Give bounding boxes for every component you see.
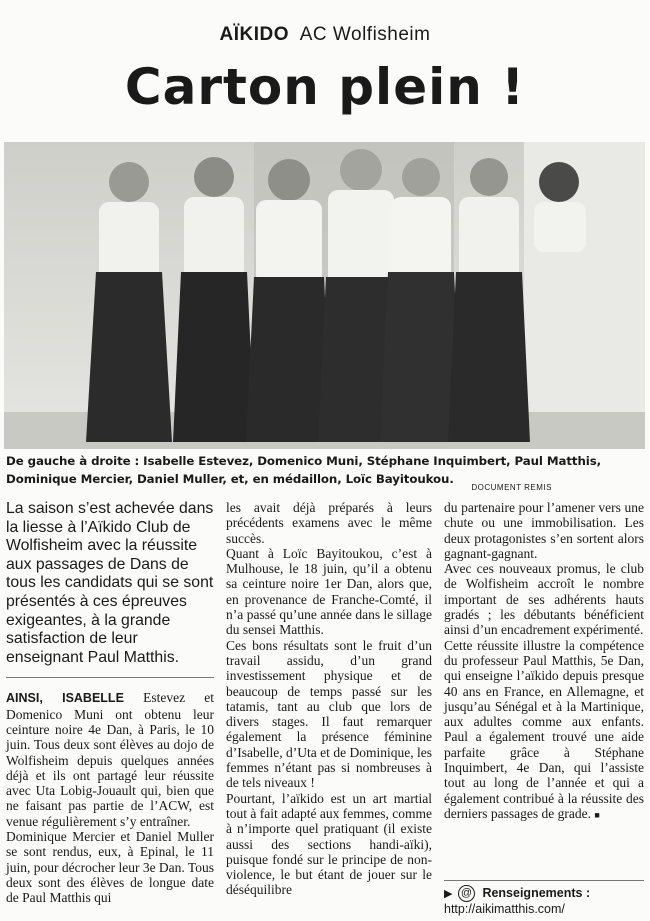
article-paragraph: Quant à Loïc Bayitoukou, c’est à Mulhouse, le 18 juin, qu’il a obtenu sa ceinture noire 1er Dan, alors que, en provenance de Franche-Comté, il n’a passé qu’une année dans le sillage du sensei Matthis. [226,545,432,638]
article-paragraph: du partenaire pour l’amener vers une chute ou une immobilisation. Les deux protagonistes s’en sortent alors gagnant-gagnant. [444,500,644,561]
headline: Carton plein ! [124,58,526,116]
article-paragraph-text: Cette réussite illustre la compétence du professeur Paul Matthis, 5e Dan, qui enseigne l’aïkido depuis presque 40 ans en France, en Allemagne, et jusqu’au Sénégal et à la Martinique, aux adultes comme aux enfants. Paul a également trouvé une aide parfaite grâce à Stéphane Inquimbert, 4e Dan, qui l’assiste tout au long de l’année et qui a également contribué à la réussite des derniers passages de grade. [444,637,644,821]
photo-caption: De gauche à droite : Isabelle Estevez, Domenico Muni, Stéphane Inquimbert, Paul Matthis, Dominique Mercier, Daniel Muller, et, en médaillon, Loïc Bayitoukou. [6,454,602,486]
info-url[interactable]: http://aikimatthis.com/ [444,902,565,916]
article-paragraph-text: Estevez et Domenico Muni ont obtenu leur ceinture noire 4e Dan, à Paris, le 10 juin. Tous deux sont élèves au dojo de Wolfisheim depuis quelques années déjà et ils ont partagé leur réussite avec Uta Lobig-Jouault qui, bien que ne faisant pas partie de l’ACW, est venue régulièrement s’y entraîner. [6,690,214,829]
article-paragraph [444,638,644,824]
info-label: Renseignements : [482,885,591,900]
article-column-3 [444,500,644,823]
group-photo [4,142,645,449]
article-column-2 [226,500,432,898]
section-kicker [0,24,650,46]
info-label-row [444,885,644,902]
at-sign-icon: @ [458,885,475,902]
article-paragraph [6,690,214,829]
article-paragraph: Dominique Mercier et Daniel Muller se sont rendus, eux, à Epinal, le 11 juin, pour décrocher leur 3e Dan. Tous deux sont des élèves de longue date de Paul Matthis qui [6,829,214,906]
kicker-category: AÏKIDO [219,24,290,45]
article-lead: La saison s’est achevée dans la liesse à l’Aïkido Club de Wolfisheim avec la réussite aux passages de Dans de tous les candidats qui se sont présentés à ces épreuves exigeantes, à la grande satisfaction de leur enseignant Paul Matthis. [6,500,214,678]
article-paragraph: Avec ces nouveaux promus, le club de Wolfisheim accroît le nombre important de ses adhérents hauts gradés ; les débutants bénéficient ainsi d’un encadrement expérimenté. [444,561,644,638]
article-paragraph: les avait déjà préparés à leurs précédents examens avec le même succès. [226,500,432,546]
kicker-club: AC Wolfisheim [299,24,431,45]
article-column-1 [6,500,214,906]
photo-credit: DOCUMENT REMIS [471,483,552,492]
end-mark: ■ [594,809,600,820]
group-photo-illustration [4,142,645,449]
article-paragraph: Pourtant, l’aïkido est un art martial tout à fait adapté aux femmes, comme à n’importe quel pratiquant (il existe aussi des sections handi-aïki), puisque fondé sur le principe de non-violence, le but étant de jouer sur le déséquilibre [226,790,432,898]
info-box [444,880,644,917]
article-paragraph: Ces bons résultats sont le fruit d’un travail assidu, d’un grand investissement physique et de beaucoup de temps passé sur les tatamis, tant au club que lors de divers stages. Il faut remarquer également la présence féminine d’Isabelle, d’Uta et de Dominique, les femmes n’étant pas si nombreuses à de tels niveaux ! [226,637,432,791]
article-runin: AINSI, ISABELLE [6,691,124,706]
arrow-icon: ▶ [444,887,453,900]
